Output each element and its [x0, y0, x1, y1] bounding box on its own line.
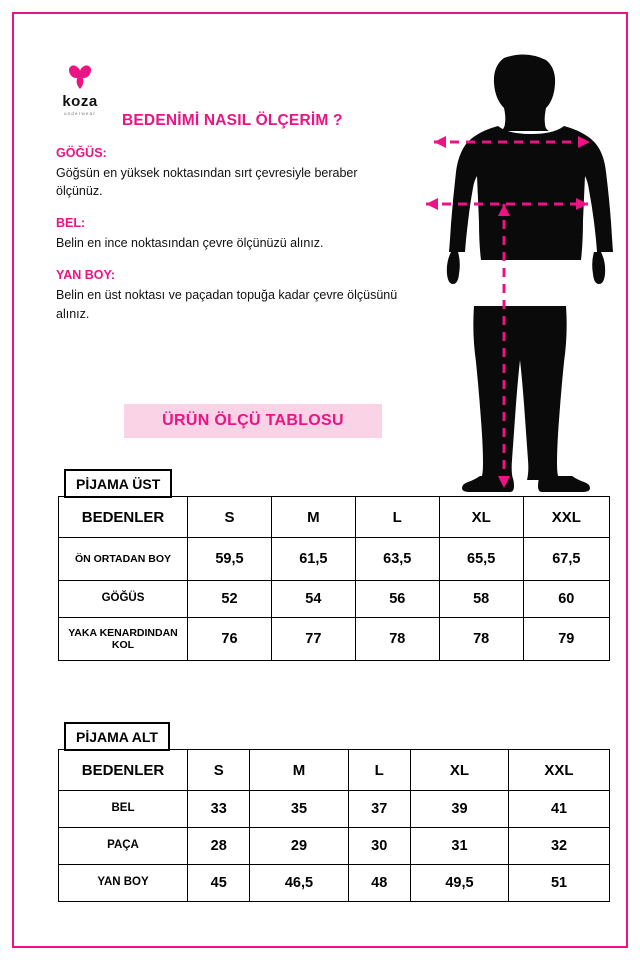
row-label: PAÇA	[59, 828, 188, 865]
table-cell: 45	[188, 865, 250, 902]
table-cell: 28	[188, 828, 250, 865]
chest-arrow-left	[434, 136, 446, 148]
table-cell: 51	[509, 865, 610, 902]
instruction-waist	[56, 216, 406, 252]
table-header-cell: M	[250, 750, 348, 791]
pajama-top-table	[58, 496, 610, 661]
banner-label: ÜRÜN ÖLÇÜ TABLOSU	[162, 412, 344, 429]
pink-border-frame	[12, 12, 628, 948]
instruction-chest	[56, 146, 406, 200]
table-header-cell: XL	[439, 497, 523, 538]
table-header-cell: XL	[410, 750, 508, 791]
table-header-cell: S	[188, 497, 272, 538]
table-header-cell: M	[271, 497, 355, 538]
table-header-cell: S	[188, 750, 250, 791]
table-header-cell: BEDENLER	[59, 497, 188, 538]
instruction-label: GÖĞÜS:	[56, 146, 107, 160]
table-header-cell: L	[348, 750, 410, 791]
table-cell: 41	[509, 791, 610, 828]
table-cell: 32	[509, 828, 610, 865]
table-cell: 56	[355, 581, 439, 618]
pajama-bottom-table-title: PİJAMA ALT	[64, 722, 170, 751]
table-header-cell: XXL	[523, 497, 609, 538]
table-cell: 59,5	[188, 538, 272, 581]
table-cell: 46,5	[250, 865, 348, 902]
table-cell: 52	[188, 581, 272, 618]
instruction-side-length	[56, 268, 406, 322]
pajama-bottom-table	[58, 749, 610, 902]
instructions-block	[56, 146, 406, 339]
table-cell: 61,5	[271, 538, 355, 581]
table-header-cell: BEDENLER	[59, 750, 188, 791]
table-cell: 58	[439, 581, 523, 618]
brand-name: koza	[62, 93, 98, 110]
table-cell: 33	[188, 791, 250, 828]
table-header-row	[59, 750, 610, 791]
table-cell: 78	[439, 618, 523, 661]
row-label: GÖĞÜS	[59, 581, 188, 618]
table-cell: 48	[348, 865, 410, 902]
table-header-cell: XXL	[509, 750, 610, 791]
product-size-table-banner	[124, 404, 382, 438]
table-row	[59, 581, 610, 618]
pajama-bottom-table-block	[58, 722, 610, 902]
table-cell: 78	[355, 618, 439, 661]
table-cell: 39	[410, 791, 508, 828]
row-label: YAKA KENARDINDAN KOL	[59, 618, 188, 661]
instruction-text: Belin en üst noktası ve paçadan topuğa kadar çevre ölçüsünü alınız.	[56, 288, 398, 321]
instruction-text: Göğsün en yüksek noktasından sırt çevresiyle beraber ölçünüz.	[56, 166, 358, 199]
table-row	[59, 865, 610, 902]
waist-arrow-left	[426, 198, 438, 210]
table-row	[59, 538, 610, 581]
brand-logo	[44, 62, 116, 116]
table-cell: 77	[271, 618, 355, 661]
instruction-label: YAN BOY:	[56, 268, 116, 283]
table-cell: 67,5	[523, 538, 609, 581]
row-label: BEL	[59, 791, 188, 828]
row-label: ÖN ORTADAN BOY	[59, 538, 188, 581]
page-title: BEDENİMİ NASIL ÖLÇERİM ?	[122, 112, 343, 129]
table-cell: 76	[188, 618, 272, 661]
pajama-top-table-block	[58, 469, 610, 661]
mannequin-figure	[412, 52, 640, 502]
row-label: YAN BOY	[59, 865, 188, 902]
table-cell: 60	[523, 581, 609, 618]
table-cell: 31	[410, 828, 508, 865]
table-cell: 37	[348, 791, 410, 828]
table-cell: 54	[271, 581, 355, 618]
table-cell: 30	[348, 828, 410, 865]
pajama-top-table-title: PİJAMA ÜST	[64, 469, 172, 498]
table-header-row	[59, 497, 610, 538]
instruction-text: Belin en ince noktasından çevre ölçünüzü alınız.	[56, 236, 324, 251]
table-row	[59, 828, 610, 865]
table-cell: 49,5	[410, 865, 508, 902]
table-cell: 65,5	[439, 538, 523, 581]
table-row	[59, 791, 610, 828]
body-measurement-illustration	[412, 52, 640, 502]
table-row	[59, 618, 610, 661]
table-cell: 79	[523, 618, 609, 661]
table-header-cell: L	[355, 497, 439, 538]
table-cell: 63,5	[355, 538, 439, 581]
brand-tagline: underwear	[63, 111, 97, 116]
table-cell: 35	[250, 791, 348, 828]
flower-icon	[65, 62, 95, 92]
instruction-label: BEL:	[56, 216, 86, 231]
table-cell: 29	[250, 828, 348, 865]
